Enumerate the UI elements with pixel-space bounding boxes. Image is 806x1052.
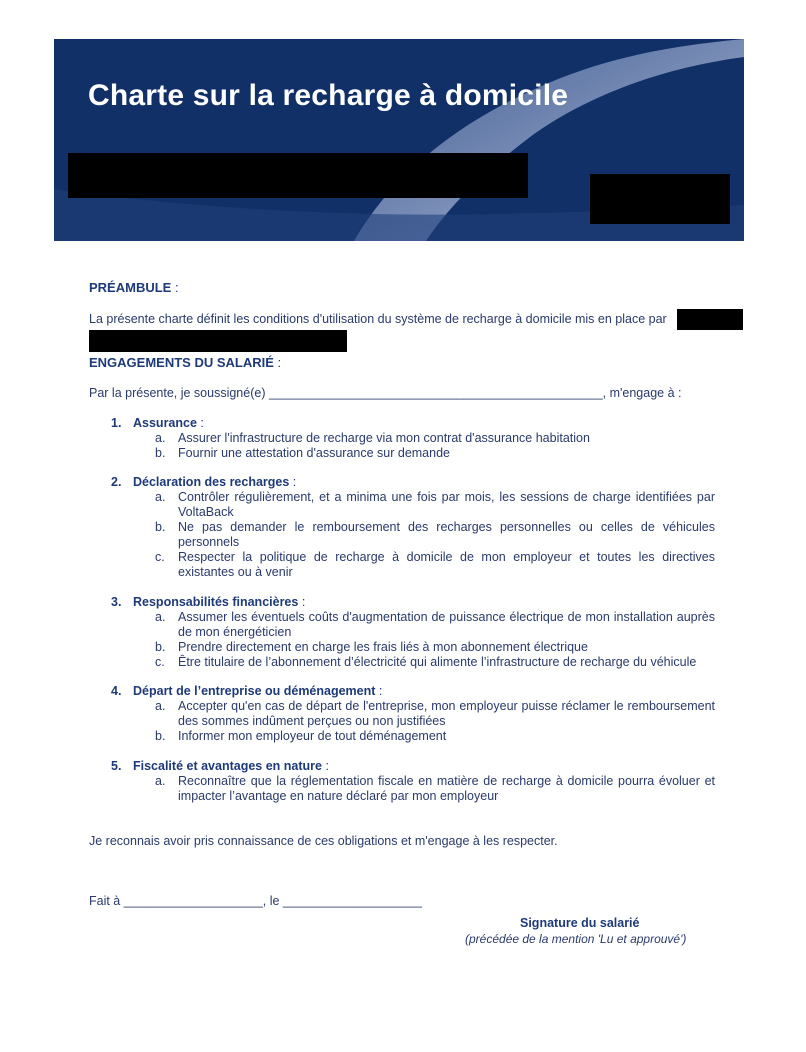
signature-note: (précédée de la mention 'Lu et approuvé') bbox=[465, 932, 687, 946]
preamble-title: PRÉAMBULE : bbox=[89, 280, 179, 295]
list-item: 1. Assurance : bbox=[111, 416, 204, 430]
signature-title: Signature du salarié bbox=[520, 916, 640, 930]
preamble-text: La présente charte définit les conditions d'utilisation du système de recharge à domicile mis en place par bbox=[89, 312, 667, 326]
sub-item: c. Respecter la politique de recharge à domicile de mon employeur et toutes les directives existantes ou à venir bbox=[155, 550, 715, 579]
place-date-line: Fait à ____________________, le ____________________ bbox=[89, 894, 422, 908]
list-item: 2. Déclaration des recharges : bbox=[111, 475, 297, 489]
redacted-line bbox=[89, 330, 347, 352]
redacted-block bbox=[68, 153, 528, 198]
engagements-title: ENGAGEMENTS DU SALARIÉ : bbox=[89, 355, 282, 370]
list-item: 5. Fiscalité et avantages en nature : bbox=[111, 759, 329, 773]
document-title: Charte sur la recharge à domicile bbox=[88, 79, 569, 112]
sub-item: a. Contrôler régulièrement, et a minima une fois par mois, les sessions de charge identifiées par VoltaBack bbox=[155, 490, 715, 519]
engagement-intro: Par la présente, je soussigné(e) ________________________________________________, m'engage à : bbox=[89, 386, 682, 400]
sub-item: a. Reconnaître que la réglementation fiscale en matière de recharge à domicile pourra évoluer et impacter l’avantage en nature déclaré par mon employeur bbox=[155, 774, 715, 803]
sub-item: c. Être titulaire de l’abonnement d’électricité qui alimente l’infrastructure de recharge du véhicule bbox=[155, 655, 697, 669]
acknowledgement-text: Je reconnais avoir pris connaissance de ces obligations et m'engage à les respecter. bbox=[89, 834, 558, 848]
redacted-logo bbox=[590, 174, 730, 224]
sub-item: b. Prendre directement en charge les frais liés à mon abonnement électrique bbox=[155, 640, 588, 654]
sub-item: a. Accepter qu'en cas de départ de l'entreprise, mon employeur puisse réclamer le remboursement des sommes indûment perçues ou non justifiées bbox=[155, 699, 715, 728]
list-item: 3. Responsabilités financières : bbox=[111, 595, 306, 609]
sub-item: b. Informer mon employeur de tout déménagement bbox=[155, 729, 447, 743]
sub-item: a. Assurer l'infrastructure de recharge via mon contrat d'assurance habitation bbox=[155, 431, 590, 445]
redacted-company bbox=[677, 309, 743, 330]
sub-item: b. Fournir une attestation d'assurance sur demande bbox=[155, 446, 450, 460]
sub-item: a. Assumer les éventuels coûts d'augmentation de puissance électrique de mon installation auprès de mon énergéticien bbox=[155, 610, 715, 639]
list-item: 4. Départ de l’entreprise ou déménagement : bbox=[111, 684, 383, 698]
sub-item: b. Ne pas demander le remboursement des recharges personnelles ou celles de véhicules personnels bbox=[155, 520, 715, 549]
